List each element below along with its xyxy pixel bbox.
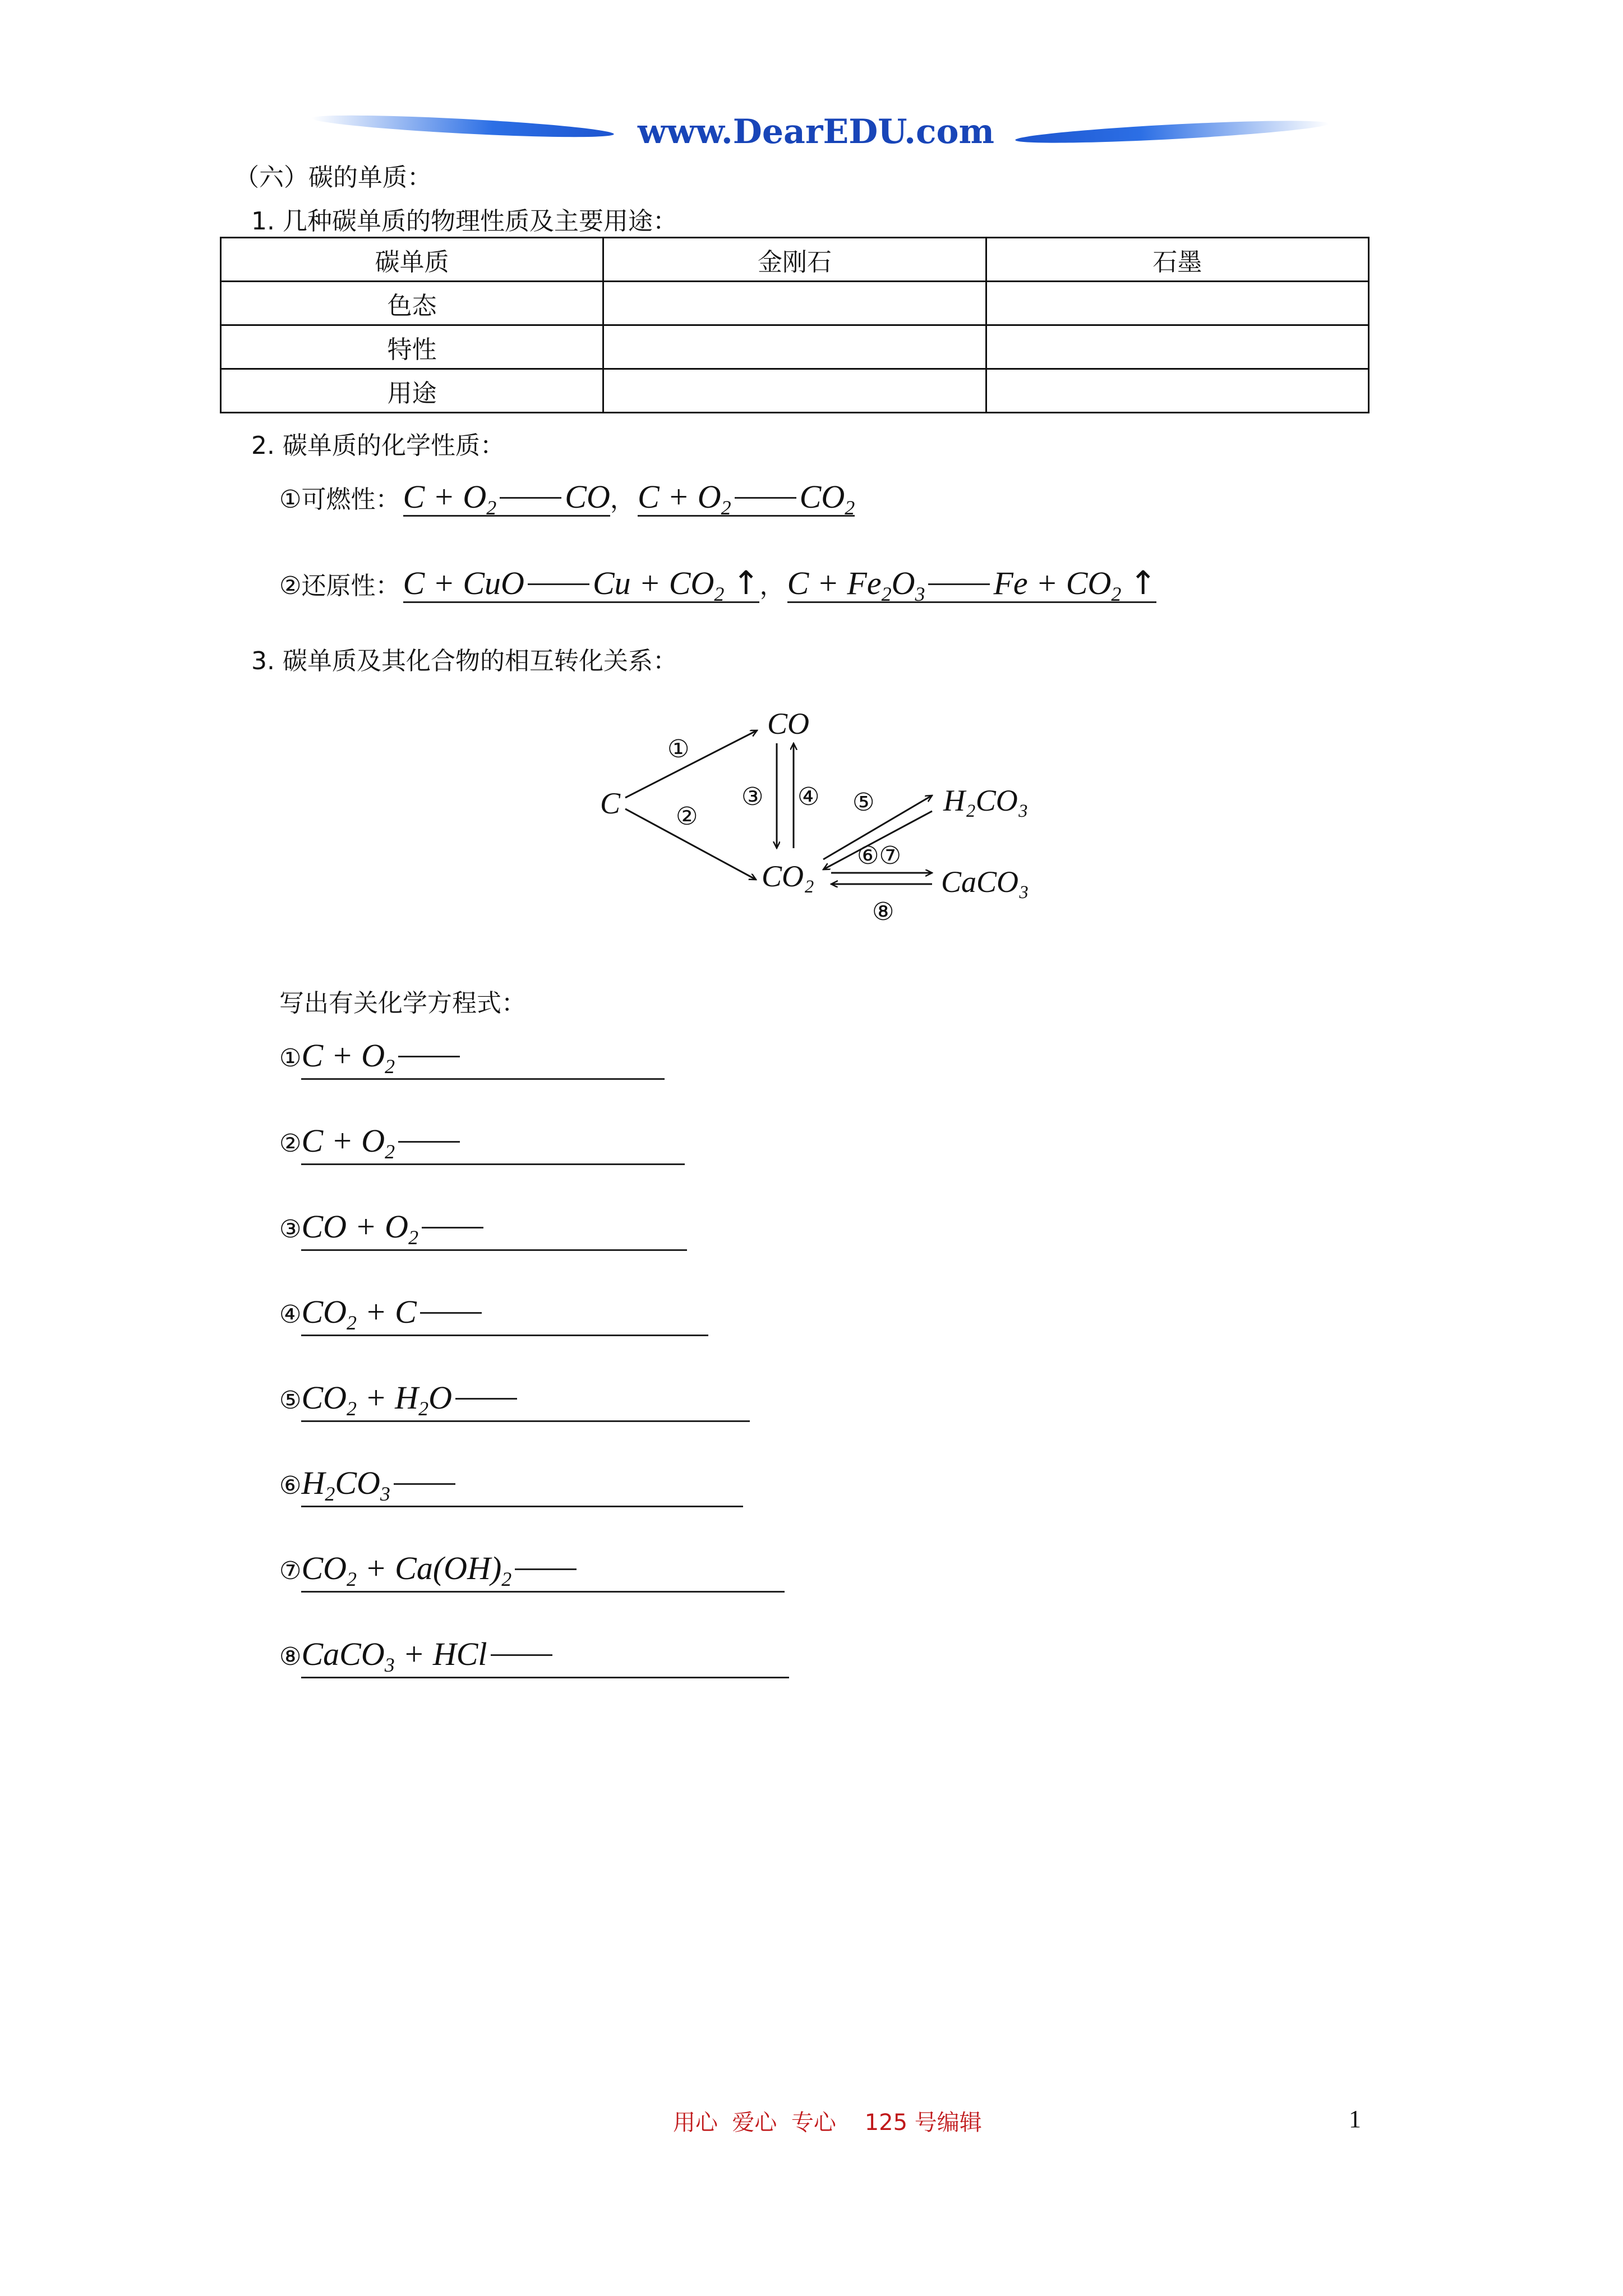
footer-credit: 用心 爱心 专心 125 号编辑 xyxy=(673,2110,982,2136)
table-header-row xyxy=(221,238,1369,282)
banner-swoosh-left xyxy=(311,111,615,141)
table-cell xyxy=(986,369,1368,413)
table-cell xyxy=(986,325,1368,369)
equation-blank[interactable]: $CO_2 + C$ xyxy=(301,1293,708,1336)
step-label-4: ④ xyxy=(797,783,820,811)
site-banner: www.DearEDU.com xyxy=(637,112,994,151)
question-1: 1. 几种碳单质的物理性质及主要用途： xyxy=(251,207,677,236)
equation-number: ⑧ xyxy=(279,1642,302,1671)
table-cell: 色态 xyxy=(221,282,603,325)
equation-item-2 xyxy=(279,1122,685,1165)
table-header-cell: 石墨 xyxy=(986,238,1368,282)
table-cell: 特性 xyxy=(221,325,603,369)
node-h2co3: H₂CO₃ xyxy=(943,784,1029,817)
equation-item-6 xyxy=(279,1464,743,1507)
equation-blank[interactable]: CO + $O_2$ xyxy=(301,1208,687,1251)
node-co: CO xyxy=(767,707,810,740)
banner-swoosh-right xyxy=(1015,116,1330,147)
equation-blank[interactable]: $C + O_2$ xyxy=(301,1037,665,1080)
table-cell: 用途 xyxy=(221,369,603,413)
step-label-5: ⑤ xyxy=(852,788,875,817)
write-equations-prompt: 写出有关化学方程式： xyxy=(279,989,526,1018)
equation-item-8 xyxy=(279,1635,789,1678)
arrow-c-to-co xyxy=(625,730,757,798)
carbon-conversion-diagram xyxy=(589,701,1071,942)
table-cell xyxy=(986,282,1368,325)
equation-number: ⑥ xyxy=(279,1471,302,1500)
step-label-3: ③ xyxy=(741,783,764,811)
equation-blank[interactable]: $CO_2 + H_2O$ xyxy=(301,1379,750,1422)
equation-blank[interactable]: $CO_2 + Ca(OH)_2$ xyxy=(301,1549,785,1593)
equation-blank[interactable]: CaCO$_3$ + HCl xyxy=(301,1635,789,1678)
step-label-2: ② xyxy=(676,802,698,831)
node-caco3: CaCO₃ xyxy=(941,865,1029,899)
node-co2: CO₂ xyxy=(762,859,814,893)
step-label-8: ⑧ xyxy=(872,898,895,926)
table-cell xyxy=(603,282,986,325)
step-label-6-7: ⑥⑦ xyxy=(857,841,901,870)
separator: ， xyxy=(610,485,635,514)
equation-c-o2-co: $C + O_2$ CO xyxy=(403,478,610,519)
table-header-cell: 碳单质 xyxy=(221,238,603,282)
table-header-cell: 金刚石 xyxy=(603,238,986,282)
equation-blank[interactable]: $C + O_2$ xyxy=(301,1122,685,1165)
combustion-label: ①可燃性： xyxy=(279,485,400,514)
equation-number: ① xyxy=(279,1044,302,1073)
table-cell xyxy=(603,325,986,369)
table-row xyxy=(221,282,1369,325)
equation-number: ⑤ xyxy=(279,1386,302,1415)
equation-c-o2-co2: $C + O_2$ $CO_2$ xyxy=(637,478,855,519)
equation-item-5 xyxy=(279,1379,750,1422)
equation-blank[interactable]: $H_2CO_3$ xyxy=(301,1464,743,1507)
node-c: C xyxy=(600,786,621,820)
equation-item-7 xyxy=(279,1549,785,1593)
page-number: 1 xyxy=(1349,2105,1361,2133)
question-3: 3. 碳单质及其化合物的相互转化关系： xyxy=(251,647,677,675)
equation-number: ④ xyxy=(279,1300,302,1329)
reduction-label: ②还原性： xyxy=(279,572,400,600)
reduction-line xyxy=(279,564,1156,606)
step-label-1: ① xyxy=(667,735,690,763)
section-title: （六）碳的单质： xyxy=(234,163,432,192)
equation-number: ③ xyxy=(279,1215,302,1244)
properties-table xyxy=(220,237,1370,413)
equation-c-fe2o3: $C + Fe_2O_3$ $Fe + CO_2$ ↑ xyxy=(787,564,1157,605)
table-row xyxy=(221,369,1369,413)
equation-item-3 xyxy=(279,1208,687,1251)
table-cell xyxy=(603,369,986,413)
question-2: 2. 碳单质的化学性质： xyxy=(251,431,505,460)
equation-item-4 xyxy=(279,1293,708,1336)
table-row xyxy=(221,325,1369,369)
combustion-line xyxy=(279,478,855,519)
equation-number: ⑦ xyxy=(279,1557,302,1585)
equation-item-1 xyxy=(279,1037,665,1080)
separator: ， xyxy=(759,572,785,600)
equation-c-cuo: C + CuO $Cu + CO_2$ ↑ xyxy=(403,564,760,605)
equation-number: ② xyxy=(279,1129,302,1158)
